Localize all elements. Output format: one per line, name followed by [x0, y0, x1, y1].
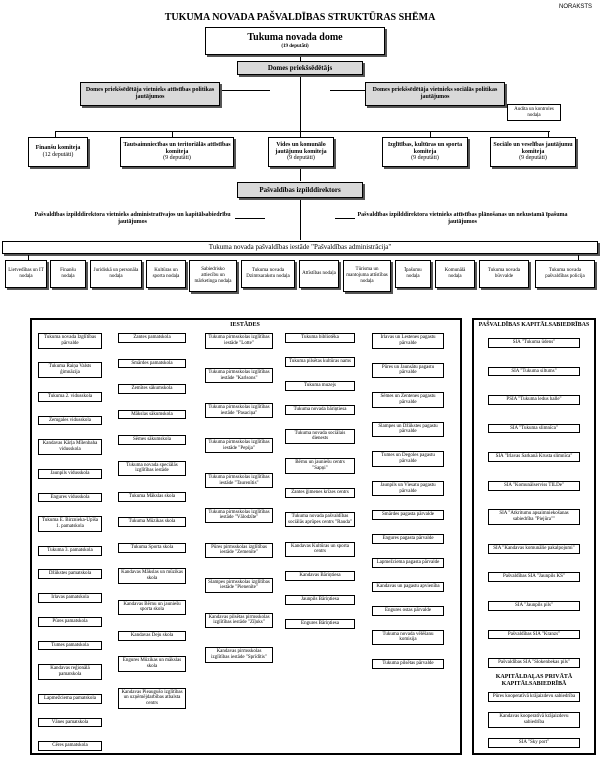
institution-box: Engures Mūzikas un mākslas skola — [118, 656, 186, 672]
institution-box: Lapmežciema pamatskola — [38, 694, 102, 704]
committee-deputies: (9 deputāti) — [163, 155, 191, 162]
institution-box: Pūres un Jaunsātu pagastu pārvalde — [372, 363, 444, 379]
company-box: Pašvaldības SIA "Kranzs" — [488, 630, 580, 640]
institution-box: Kandavas Mākslas un mūzikas skola — [118, 568, 186, 584]
private-company-box: SIA "Sky port" — [488, 738, 580, 748]
institution-box: Vānes pamatskola — [38, 718, 102, 728]
institution-box: Tukuma 3. pamatskola — [38, 546, 102, 556]
connector — [300, 200, 301, 240]
institution-box: Engures vidusskola — [38, 493, 102, 503]
department-box: Lietvedības un IT nodaļa — [5, 260, 47, 288]
institution-box: Tukuma Mūzikas skola — [118, 517, 186, 527]
institution-box: Tukuma pilsētas pārvalde — [372, 659, 444, 669]
department-box: Tūrisma un mantojuma attīstības nodaļa — [343, 260, 391, 292]
institution-box: Engures ostas pārvalde — [372, 606, 444, 616]
department-box: Juridiskā un personāla nodaļa — [90, 260, 142, 288]
institution-box: Jaunpils vidusskola — [38, 469, 102, 479]
institution-box: Kandavas Pieaugušo izglītības un uzņēmējdarbības atbalsta centrs — [118, 688, 186, 709]
company-box: PSIA "Tukuma ledus halle" — [488, 395, 580, 405]
deputy-development: Domes priekšsēdētāja vietnieks attīstības politikas jautājumos — [80, 82, 220, 106]
committee-finance — [28, 137, 88, 167]
institution-box: Tukuma pilsētas kultūras nams — [285, 357, 355, 367]
institution-box: Kandavas un pagastu apvienība — [372, 582, 444, 592]
institution-box: Bērnu un jauniešu centrs "Sapņi" — [285, 458, 355, 474]
institution-box: Sēmes sākumskola — [118, 435, 186, 445]
deputy-social: Domes priekšsēdētāja vietnieks sociālās politikas jautājumos — [365, 82, 505, 106]
department-box: Attīstības nodaļa — [299, 260, 339, 288]
committee-name: Finanšu komiteja — [35, 145, 81, 152]
institutions-column — [285, 333, 355, 629]
company-box: Pašvaldības SIA "Slokenbekas pils" — [488, 658, 580, 668]
private-title: KAPITĀLDAĻAS PRIVĀTĀ KAPITĀLSABIEDRĪBĀ — [495, 674, 573, 687]
institution-box: Tukuma pirmsskolas izglītības iestāde "Taurenītis" — [205, 473, 273, 489]
institution-box: Jaunpils Bāriņtiesa — [285, 595, 355, 605]
committee-name: Tautsaimniecības un teritoriālās attīstības komiteja — [123, 141, 231, 155]
committee-deputies: (9 deputāti) — [411, 155, 439, 162]
department-box: Tukuma novada būvvalde — [479, 260, 529, 288]
committee-social — [490, 137, 576, 167]
chair-box: Domes priekšsēdētājs — [237, 61, 363, 75]
institution-box: Džūkstes pamatskola — [38, 569, 102, 579]
institution-box: Kandavas Bērnu un jauniešu sporta skola — [118, 600, 186, 616]
department-box: Komunālā nodaļa — [435, 260, 475, 288]
institution-box: Kandavas Bāriņtiesa — [285, 571, 355, 581]
committee-name: Vides un komunālo jautājumu komiteja — [275, 141, 327, 155]
department-box: Kultūras un sporta nodaļa — [146, 260, 186, 288]
institution-box: Irlavas un Lestenes pagastu pārvalde — [372, 333, 444, 349]
institution-box: Tukuma novada vēlēšanu komisija — [372, 630, 444, 646]
company-box: SIA "Atkritumu apsaimniekošanas sabiedrība "Piejūra"" — [488, 509, 580, 525]
institution-box: Pūres pirmsskolas izglītības iestāde "Zemenīte" — [205, 543, 273, 559]
companies-column — [488, 338, 580, 668]
private-company-box: Kandavas kooperatīvā krājaizdevu sabiedrība — [488, 712, 580, 728]
institution-box: Tukuma Mākslas skola — [118, 492, 186, 502]
institution-box: Sēmes un Zentenes pagastu pārvalde — [372, 392, 444, 408]
institution-box: Lapmežciema pagasta pārvalde — [372, 558, 444, 568]
institutions-column — [205, 333, 273, 663]
connector — [235, 218, 265, 219]
institution-box: Tukuma novada Izglītības pārvalde — [38, 333, 102, 349]
exec-deputy-planning: Pašvaldības izpilddirektora vietnieks attīstības plānošanas un nekustamā īpašuma jautājumos — [355, 208, 570, 230]
department-box: Tukuma novada Dzimtsarakstu nodaļa — [241, 260, 295, 288]
institution-box: Tukuma pirmsskolas izglītības iestāde "Vālodzīte" — [205, 508, 273, 524]
institution-box: Irlavas pamatskola — [38, 593, 102, 603]
institution-box: Tukuma novada sociālais dienests — [285, 429, 355, 445]
institutions-column — [372, 333, 444, 669]
company-box: SIA "Kandavas komunālie pakalpojumi" — [488, 544, 580, 554]
page-title: TUKUMA NOVADA PAŠVALDĪBAS STRUKTŪRAS SHĒMA — [164, 12, 436, 23]
institution-box: Tukuma pirmsskolas izglītības iestāde "Pepija" — [205, 438, 273, 454]
institution-box: Smārdes pamatskola — [118, 359, 186, 369]
institution-box: Jaunpils un Viesatu pagastu pārvalde — [372, 481, 444, 497]
council-box — [205, 27, 385, 55]
council-name: Tukuma novada dome — [247, 32, 343, 44]
institution-box: Kandavas pilsētas pirmsskolas izglītības iestāde "Zīļuks" — [205, 613, 273, 629]
committee-deputies: (12 deputāti) — [42, 152, 74, 158]
institution-box: Tukuma Raiņa Valsts ģimnāzija — [38, 362, 102, 378]
company-box: SIA "Irlavas Sarkanā Krusta slimnīca" — [488, 452, 580, 462]
institution-box: Slampes pirmsskolas izglītības iestāde "Pienenīte" — [205, 578, 273, 594]
institution-box: Tukuma novada bāriņtiesa — [285, 405, 355, 415]
institution-box: Kandavas Deju skola — [118, 631, 186, 641]
institution-box: Engures pagasta pārvalde — [372, 534, 444, 544]
institution-box: Tukuma muzejs — [285, 381, 355, 391]
exec-deputy-admin: Pašvaldības izpilddirektora vietnieks administratīvajos un kapitālsabiedrību jautājumos — [30, 208, 235, 230]
company-box: SIA "Tukuma siltums" — [488, 367, 580, 377]
committee-deputies: (9 deputāti) — [519, 155, 547, 162]
institution-box: Tukuma Sporta skola — [118, 543, 186, 553]
connector — [55, 131, 550, 132]
institutions-column — [38, 333, 102, 751]
company-box: Pašvaldības SIA "Jaunpils KS" — [488, 572, 580, 582]
executive-director: Pašvaldības izpilddirektors — [237, 182, 363, 198]
stamp: NORAKSTS — [558, 4, 592, 10]
institutions-title: IESTĀDES — [230, 322, 260, 328]
institution-box: Kandavas Kultūras un sporta centrs — [285, 542, 355, 558]
companies-title: PAŠVALDĪBAS KAPITĀLSABIEDRĪBAS — [478, 322, 590, 328]
private-column — [488, 692, 580, 748]
institution-box: Tukuma novada pašvaldības sociālās aprūpes centrs "Rauda" — [285, 512, 355, 528]
institution-box: Engures Bāriņtiesa — [285, 619, 355, 629]
institution-box: Tukuma pirmsskolas izglītības iestāde "Karlsons" — [205, 368, 273, 384]
institution-box: Tukuma pirmsskolas izglītības iestāde "Pasaciņa" — [205, 403, 273, 419]
institution-box: Zantes ģimenes krīzes centrs — [285, 488, 355, 498]
department-box: Īpašumu nodaļa — [395, 260, 431, 288]
company-box: SIA "Tukuma ūdens" — [488, 338, 580, 348]
committee-name: Sociālo un veselības jautājumu komiteja — [493, 141, 573, 155]
institutions-column — [118, 333, 186, 709]
institution-box: Tukuma bibliotēka — [285, 333, 355, 343]
committee-environment — [268, 137, 334, 167]
institution-box: Tukuma 2. vidusskola — [38, 392, 102, 402]
institution-box: Kandavas pirmsskolas izglītības iestāde "Sprīdītis" — [205, 647, 273, 663]
institution-box: Zemgales vidusskola — [38, 416, 102, 426]
committee-economy — [120, 137, 234, 167]
institution-box: Pūres pamatskola — [38, 617, 102, 627]
institution-box: Kandavas reģionālā pamatskola — [38, 664, 102, 680]
institution-box: Tumes pamatskola — [38, 641, 102, 651]
committee-deputies: (9 deputāti) — [287, 155, 315, 162]
company-box: SIA "Komunālserviss TILDe" — [488, 481, 580, 491]
institution-box: Zemītes sākumskola — [118, 384, 186, 394]
institution-box: Tukuma E. Birznieka-Upīša 1. pamatskola — [38, 516, 102, 532]
institution-box: Slampes un Džūkstes pagastu pārvalde — [372, 422, 444, 438]
institution-box: Kandavas Kārļa Mīlenbaha vidusskola — [38, 439, 102, 455]
connector — [220, 90, 270, 91]
institution-box: Tukuma novada speciālās izglītības iestāde — [118, 461, 186, 477]
private-company-box: Pūres kooperatīvā krājaizdevu sabiedrība — [488, 692, 580, 702]
connector — [335, 218, 355, 219]
committee-education — [382, 137, 468, 167]
council-deputies: (19 deputāti) — [281, 43, 309, 49]
company-box: SIA "Jaunpils pils" — [488, 601, 580, 611]
audit-department: Audita un kontroles nodaļa — [507, 104, 561, 121]
company-box: SIA "Tukuma slimnīca" — [488, 424, 580, 434]
institution-box: Mākslas sākumskola — [118, 410, 186, 420]
institution-box: Cēres pamatskola — [38, 741, 102, 751]
administration-title: Tukuma novada pašvaldības iestāde "Pašvaldības administrācija" — [2, 241, 598, 254]
institution-box: Smārdes pagasta pārvalde — [372, 510, 444, 520]
department-box: Sabiedrisko attiecību un mārketinga nodaļa — [189, 260, 237, 292]
institution-box: Zantes pamatskola — [118, 333, 186, 343]
department-box: Tukuma novada pašvaldības policija — [535, 260, 595, 288]
institution-box: Tumes un Degoles pagastu pārvalde — [372, 451, 444, 467]
institution-box: Tukuma pirmsskolas izglītības iestāde "Lotte" — [205, 333, 273, 349]
department-box: Finanšu nodaļa — [50, 260, 86, 288]
committee-name: Izglītības, kultūras un sporta komiteja — [387, 141, 463, 155]
connector — [28, 255, 578, 256]
